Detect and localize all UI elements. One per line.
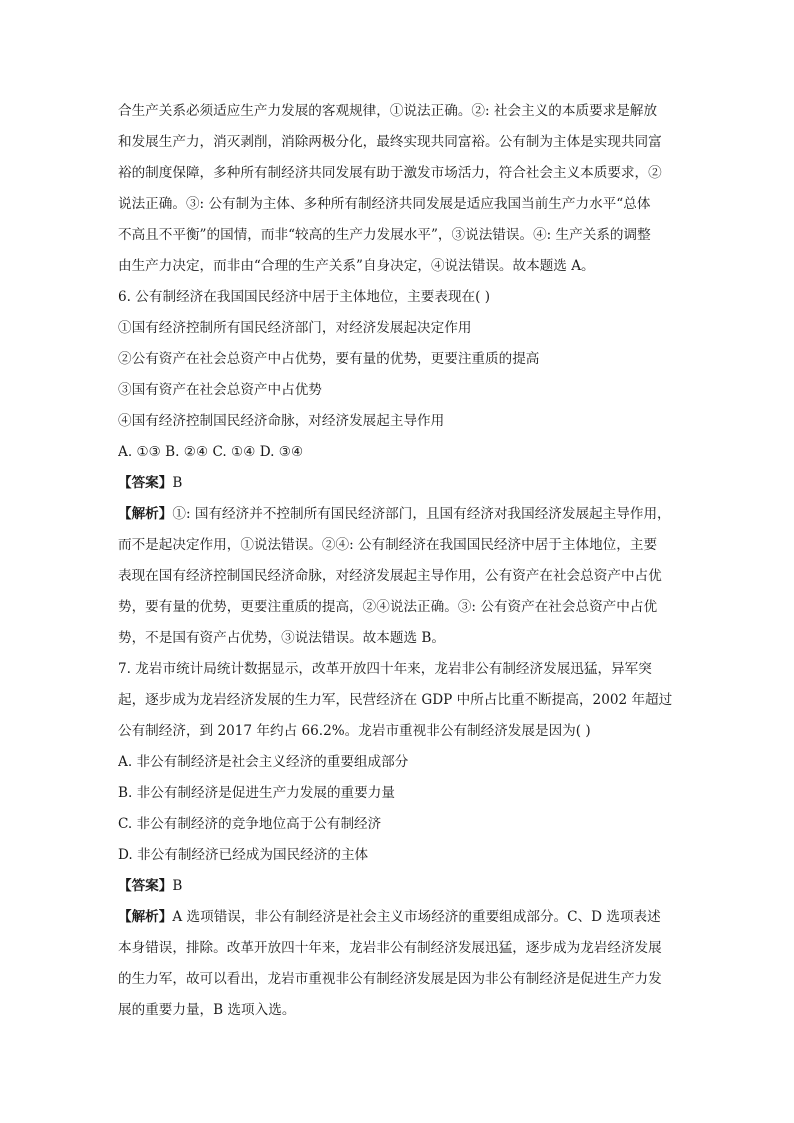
question-6-item-1: ①国有经济控制所有国民经济部门，对经济发展起决定作用 [118,320,472,336]
question-6-stem: 6. 公有制经济在我国国民经济中居于主体地位，主要表现在( ) [118,289,491,305]
question-7-option-c: C. 非公有制经济的竞争地位高于公有制经济 [118,816,382,832]
answer-label: 【答案】 [118,878,173,894]
text-line: 不高且不平衡”的国情，而非“较高的生产力发展水平”，③说法错误。④: 生产关系的调整 [118,227,651,243]
answer-label: 【答案】 [118,475,173,491]
analysis-label: 【解析】 [118,909,173,925]
question-6-item-3: ③国有资产在社会总资产中占优势 [118,382,322,398]
analysis-label: 【解析】 [118,506,173,522]
analysis-line: 【解析】A 选项错误，非公有制经济是社会主义市场经济的重要组成部分。C、D 选项表述 [118,909,661,925]
text-line: 势，不是国有资产占优势，③说法错误。故本题选 B。 [118,630,445,646]
text-line: 展的重要力量，B 选项入选。 [118,1002,296,1018]
question-7-stem: 7. 龙岩市统计局统计数据显示，改革开放四十年来，龙岩非公有制经济发展迅猛，异军突 [118,661,652,677]
text-line: 裕的制度保障，多种所有制经济共同发展有助于激发市场活力，符合社会主义本质要求，② [118,165,662,181]
text-line: 表现在国有经济控制国民经济命脉，对经济发展起主导作用，公有资产在社会总资产中占优 [118,568,662,584]
text-line: 本身错误，排除。改革开放四十年来，龙岩非公有制经济发展迅猛，逐步成为龙岩经济发展 [118,940,662,956]
text-line: 合生产关系必须适应生产力发展的客观规律，①说法正确。②: 社会主义的本质要求是解放 [118,103,658,119]
question-6-options: A. ①③ B. ②④ C. ①④ D. ③④ [118,444,304,460]
analysis-line: 【解析】①: 国有经济并不控制所有国民经济部门，且国有经济对我国经济发展起主导作用， [118,506,671,522]
question-7-option-a: A. 非公有制经济是社会主义经济的重要组成部分 [118,754,409,770]
text-line: 而不是起决定作用，①说法错误。②④: 公有制经济在我国国民经济中居于主体地位，主要 [118,537,658,553]
answer-line: 【答案】B [118,475,183,491]
text-line: 说法正确。③: 公有制为主体、多种所有制经济共同发展是适应我国当前生产力水平“总体 [118,196,651,212]
text-line: 由生产力决定，而非由“合理的生产关系”自身决定，④说法错误。故本题选 A。 [118,258,595,274]
text-line: 和发展生产力，消灭剥削，消除两极分化，最终实现共同富裕。公有制为主体是实现共同富 [118,134,662,150]
question-7-stem: 公有制经济，到 2017 年约占 66.2%。龙岩市重视非公有制经济发展是因为( ) [118,723,591,739]
question-7-option-b: B. 非公有制经济是促进生产力发展的重要力量 [118,785,395,801]
question-6-item-4: ④国有经济控制国民经济命脉，对经济发展起主导作用 [118,413,445,429]
question-7-stem: 起，逐步成为龙岩经济发展的生力军，民营经济在 GDP 中所占比重不断提高，2002 年超过 [118,692,673,708]
question-6-item-2: ②公有资产在社会总资产中占优势，要有量的优势，更要注重质的提高 [118,351,540,367]
text-line: 势，要有量的优势，更要注重质的提高，②④说法正确。③: 公有资产在社会总资产中占优 [118,599,658,615]
answer-line: 【答案】B [118,878,183,894]
question-7-option-d: D. 非公有制经济已经成为国民经济的主体 [118,847,369,863]
document-page [118,96,678,1026]
text-line: 的生力军，故可以看出，龙岩市重视非公有制经济发展是因为非公有制经济是促进生产力发 [118,971,662,987]
